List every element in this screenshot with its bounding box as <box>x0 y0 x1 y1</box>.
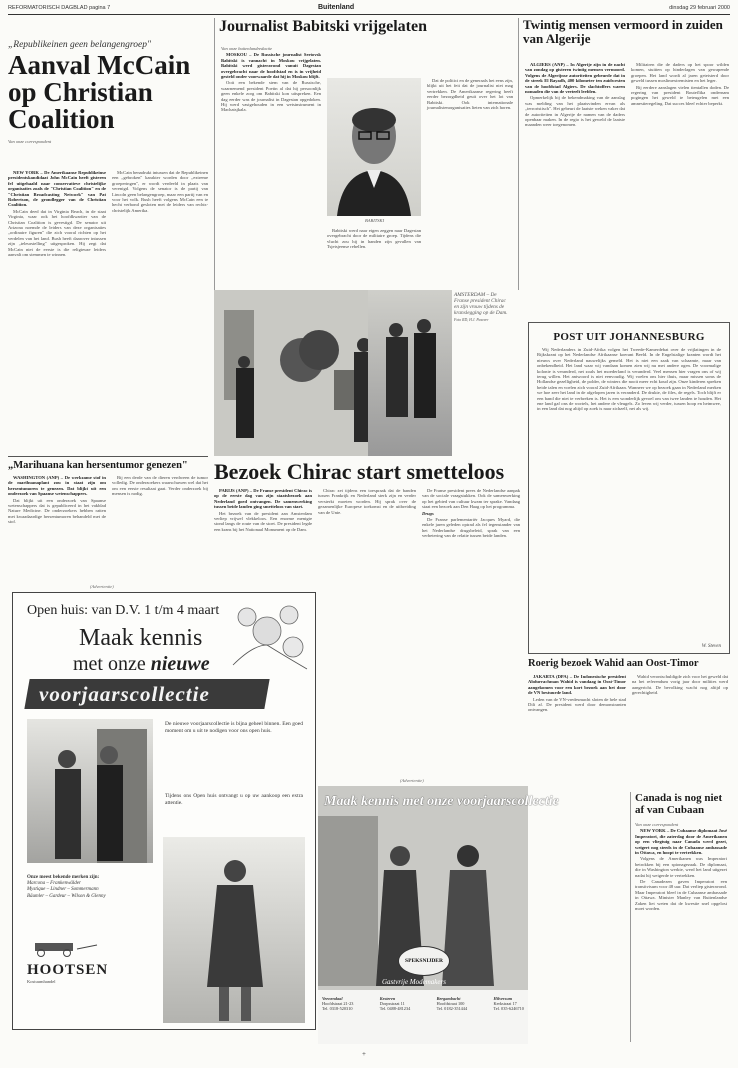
ad-left-brands-intro: Onze meest bekende merken zijn: <box>27 875 100 880</box>
chirac-column-3 <box>422 488 520 794</box>
roerig-article <box>528 658 728 786</box>
store-address: Kerkstraat 17 <box>493 1001 517 1007</box>
store-phone: Tel. 035-6246710 <box>493 1006 524 1012</box>
ad-left-photo-woman <box>163 837 305 1023</box>
babitski-body-3: Dat de politici en de generaals het eens zijn, blijkt uit het feit dat de journalist niet mag vertrekken. De Amerikaanse regering heeft eerder bezorgdheid geuit over het lot van Babitski. Ook internationale journalistenorganisaties lieten van zich horen. <box>427 78 513 111</box>
ad-left-open-line: Open huis: van D.V. 1 t/m 4 maart <box>27 603 220 618</box>
ad-left-paragraph-2: Tijdens ons Open huis ontvangt u op uw aankoop een extra attentie. <box>165 793 303 806</box>
couple-figure <box>27 719 153 863</box>
chirac-lead: PARIJS (ANP) – De Franse president Chirac is op de eerste dag van zijn staatsbezoek aan Nederland goed ontvangen. De samenwerking tussen beide landen ging smetteloos van start. <box>214 488 312 510</box>
post-signature: W. Steven <box>701 644 721 649</box>
flower-illustration <box>223 595 311 673</box>
ad-left-store-logo <box>27 939 117 984</box>
store-veenendaal <box>322 996 353 1040</box>
mccain-article <box>8 18 208 448</box>
algerije-headline: Twintig mensen vermoord in zuiden van Algerije <box>523 17 723 46</box>
algerije-body-1: Opmerkelijk bij de bekendmaking van de aanslag was melding van het plaatsvinden ervan als „terroristisch". Het gebeurt de laatste weken vaker dat de autoriteiten in Algerije de namen van de daders openbaar maken. In de regio is het geweld de laatste maanden weer toegenomen. <box>525 95 625 128</box>
chirac-caption-box <box>454 292 512 352</box>
cuba-lead: NEW YORK – De Cubaanse diplomaat José Imperatori, die zaterdag door de Amerikanen op een vliegtuig naar Canada werd gezet, weigert nog steeds in de Cubaanse ambassade in Ottawa, en hoopt te vertrekken. <box>635 828 727 855</box>
babitski-caption: BABITSKI <box>365 218 384 223</box>
marihuana-headline: „Marihuana kan hersentumor genezen" <box>8 460 188 471</box>
roerig-column-2 <box>632 674 728 782</box>
store-phone: Tel. 0488-481234 <box>379 1006 411 1012</box>
ad-bottom-brand: SPEKSNIJDER <box>405 958 443 964</box>
post-text: Wij Nederlanders in Zuid-Afrika volgen het Tweede-Kamerdebat over de vrijlatingen in de Rijkskrant op het Nederlandse Afrikaanse koerant Beeld. In de Engelstalige kranten wordt het nieuws over Nederland nauwelijks gemeld. Het is niet een zaak van schaamte, maar van onbekendheid. Het land waar wij vandaan komen zien wij nu met andere ogen. De voormalige kolonie is veranderd, net zoals het moederland is veranderd. Veel mensen hier vragen ons of wij terug willen. Het antwoord is niet eenvoudig. Wij voelen ons hier thuis, maar missen soms de Hollandse gezelligheid, de polder, de winters die nooit meer echt koud zijn. Onze kinderen spreken beide talen en voelen zich vooral Zuid-Afrikaan. Wanneer we op bezoek gaan in Nederland merken we hoe zeer het land in de afgelopen jaren is veranderd. De drukte, de files, de regels. Toch blijft er een band die niet te verbreken is. Het is een wonderlijk gevoel om van twee landen te houden. Het ene land gaf ons de wortels, het andere de vleugels. Zo leven wij verder, tussen hoop en heimwee, in een land dat nog altijd op zoek is naar zichzelf, net als wij. <box>537 347 721 412</box>
ad-bottom <box>318 786 559 1044</box>
chirac-body-4: De Franse parlementariër Jacques Myard, die enkele jaren geleden optrad als fel tegenstander van het Nederlandse drugsbeleid, sprak van een verbetering van de relatie tussen beide landen. <box>422 517 520 539</box>
roerig-body-2: Wahid verontschuldigde zich voor het geweld dat na het referendum vorig jaar door milities werd aangericht. De bevolking wacht nog altijd op gerechtigheid. <box>632 674 728 696</box>
roerig-lead: JAKARTA (DPA) – De Indonesische president Abdurrachman Wahid is vandaag in Oost-Timor aangekomen voor een kort bezoek aan het door de VN bestuurde land. <box>528 674 626 696</box>
babitski-headline: Journalist Babitski vrijgelaten <box>219 18 428 35</box>
ad-left-store-sub: Kostuumhandel <box>27 979 56 984</box>
cuba-column <box>635 822 727 1040</box>
marihuana-article <box>8 456 208 581</box>
algerije-column-2 <box>631 62 729 288</box>
ad-left-text-1 <box>165 721 303 771</box>
babitski-article <box>214 18 517 290</box>
chirac-photo-credit: Foto RD, H.J. Pasveer <box>454 318 489 322</box>
ad-left-brands <box>27 875 155 935</box>
algerije-lead: ALGIERS (ANP) – In Algerije zijn in de nacht van zondag op gisteren twintig mensen vermoord. Volgens de Algerijnse autoriteiten gebeurde dat in de streek El Bayadh, 400 kilometer ten zuidwesten van de hoofdstad Algiers. De slachtoffers waren nomaden die van de veeteelt leefden. <box>525 62 625 95</box>
ad-left-photo-couple <box>27 719 153 863</box>
algerije-body-2: Militairen die de daders op het spoor wilden komen, stuitten op hinderlagen van gewapende groepen. Het land wordt al jaren geteisterd door geweld tussen moslimextremisten en het leger. <box>631 62 729 84</box>
cuba-body-1: Volgens de Amerikanen was Imperatori betrokken bij een spionagezaak. De diplomaat, die in Washington werkte, werd het land uitgezet nadat hij weigerde te vertrekken. <box>635 856 727 878</box>
babitski-body-2: Babitski werd naar eigen zeggen naar Dagestan overgebracht door de militaire groep. Tijdens die vlucht zou hij in handen zijn gevallen van Tsjetsjeense rebellen. <box>327 228 421 250</box>
algerije-column-1 <box>525 62 625 288</box>
ad-bottom-brand-sub: Gastvrije Modemakers <box>382 978 446 986</box>
carriage-icon <box>27 939 117 957</box>
babitski-column-2 <box>327 228 421 290</box>
ad-left-brands-list: Marcona – Frankenwälder Mystique – Lindner – Sommermann Bäumler – Gardeur – Wilson & Glenny <box>27 881 106 899</box>
roerig-column-1 <box>528 674 626 782</box>
chirac-article <box>214 460 520 590</box>
post-headline: POST UIT JOHANNESBURG <box>553 331 705 343</box>
chirac-body-2: Chirac zei tijdens een toespraak dat de banden tussen Frankrijk en Nederland sterk zijn en verder versterkt moeten worden. Hij sprak over de gezamenlijke Europese toekomst en de uitbreiding van de Unie. <box>318 488 416 515</box>
store-name: Hilversum <box>493 996 513 1001</box>
babitski-column-1 <box>221 46 321 290</box>
store-phone: Tel. 0318-520310 <box>322 1006 353 1012</box>
ad-left-met-line <box>73 653 210 676</box>
ad-left-store-name: HOOTSEN <box>27 962 109 978</box>
babitski-lead: MOSKOU – De Russische journalist Sertovsk Babitski is vannacht in Moskou vrijgelaten. Babitski werd gisteravond vanuit Dagestan overgebracht naar de hoofdstad en is in vrijheid gesteld onder voorwaarde dat hij in Moskou blijft. <box>221 52 321 79</box>
cuba-byline: Van onze correspondent <box>635 822 679 827</box>
store-name: Kesteren <box>379 996 396 1001</box>
store-address: Hoofdstraat 100 <box>436 1001 465 1007</box>
page-header <box>8 4 730 15</box>
ad-bottom-label: (Advertentie) <box>400 778 424 783</box>
ad-left-maak: Maak kennis <box>79 625 203 651</box>
cuba-article <box>630 792 733 1042</box>
ad-left-met: met onze <box>73 653 146 675</box>
ad-left-paragraph-1: De nieuwe voorjaarscollectie is bijna geheel binnen. Een goed moment om u uit te nodigen voor ons open huis. <box>165 721 303 734</box>
store-hilversum <box>493 996 524 1040</box>
ad-left-voorjaar-banner <box>24 679 269 709</box>
marihuana-body-2: Bij een derde van de dieren verdween de tumor volledig. De onderzoekers waarschuwen wel dat het om een eerste resultaat gaat. Verder onderzoek bij mensen is nodig. <box>112 475 208 497</box>
store-address: Dorpsstraat 11 <box>379 1001 405 1007</box>
woman-figure <box>163 837 305 1023</box>
ad-left <box>12 592 316 1030</box>
store-phone: Tel. 0182-351444 <box>436 1006 468 1012</box>
chirac-photo-2 <box>368 290 452 456</box>
mccain-body-1: McCain deed dat in Virginia Beach, in de staat Virginia, waar ook het hoofdkwartier van de Christian Coalition is gevestigd. De senator uit Arizona noemde de leiders van deze organisaties „ordinaire figuren" die zich vooral richten op het verdelen van het land. Bush heeft daarover intussen zijn „teleurstelling" uitgesproken. Hij zegt dat McCain niet de eerste is die religieuze leiders aanvalt om stemmen te winnen. <box>8 208 106 258</box>
store-bergambacht <box>437 996 468 1040</box>
cuba-body-2: De Canadezen gaven Imperatori een transitvisum voor 48 uur. Dat verliep gisteravond. Maar Imperatori bleef in de Cubaanse ambassade in Ottawa. Minister Manley van Buitenlandse Zaken liet weten dat de kwestie snel opgelost moet worden. <box>635 878 727 911</box>
algerije-article <box>518 18 735 290</box>
header-date: dinsdag 29 februari 2000 <box>669 5 730 11</box>
marihuana-lead: WASHINGTON (ANP) – De werkzame stof in de marihuanaplant zou in staat zijn om hersentumoren te genezen. Dat blijkt uit een onderzoek van Spaanse wetenschappers. <box>8 475 106 497</box>
marihuana-body-1: Dat blijkt uit een onderzoek van Spaanse wetenschappers dat is gepubliceerd in het vakblad Nature Medicine. De onderzoekers hebben ratten met kwaadaardige hersentumoren behandeld met de stof. <box>8 497 106 525</box>
babitski-portrait-figure <box>327 78 421 216</box>
chirac-drugs-head: Drugs <box>422 510 434 516</box>
roerig-headline: Roerig bezoek Wahid aan Oost-Timor <box>528 658 699 669</box>
mccain-column-1 <box>8 170 106 450</box>
cuba-headline: Canada is nog niet af van Cubaan <box>635 792 723 816</box>
store-name: Bergambacht <box>436 996 461 1001</box>
store-kesteren <box>380 996 411 1040</box>
page-footer-marker: + <box>362 1050 366 1058</box>
ad-left-flowers <box>223 595 311 673</box>
header-section: Buitenland <box>318 4 355 11</box>
babitski-column-3 <box>427 78 513 290</box>
mccain-headline: Aanval McCain op Christian Coalition <box>8 50 191 134</box>
babitski-body-1: Ooit een bekende stem van de Russische, waarnemend president Poetin al dat hij persoonlijk geen enkele zorg om Babitski kon uitspreken. Een dag eerder was de journalist in Dagestan opgedoken. Hij werd vastgehouden in een wetsinstrument in Machatsjkala. <box>221 80 321 113</box>
chirac-body-1: Het bezoek van de president aan Amsterdam verliep vrijwel vlekkeloos. Een enorme menigte stond langs de route van de stoet. De president legde een krans bij het Nationaal Monument op de Dam. <box>214 510 312 532</box>
ad-bottom-headline: Maak kennis met onze voorjaarscollectie <box>324 794 559 809</box>
marihuana-column-1 <box>8 475 106 575</box>
header-left: REFORMATORISCH DAGBLAD pagina 7 <box>8 5 111 11</box>
mccain-byline: Van onze correspondent <box>8 139 52 144</box>
store-address: Hoofdstraat 21-23 <box>322 1001 354 1007</box>
marihuana-column-2 <box>112 475 208 575</box>
chirac-column-2 <box>318 488 416 794</box>
chirac-body-3: De Franse president prees de Nederlandse aanpak van de sociale vraagstukken. Ook de samenwerking op het gebied van cultuur kwam ter sprake. Vandaag staat een bezoek aan Den Haag op het programma. <box>422 488 520 510</box>
ad-left-nieuwe: nieuwe <box>150 653 210 675</box>
chirac-headline: Bezoek Chirac start smetteloos <box>214 459 505 484</box>
store-name: Veenendaal <box>322 996 343 1001</box>
babitski-portrait <box>327 78 421 216</box>
chirac-couple <box>368 290 452 456</box>
algerije-body-3: Bij eerdere aanslagen vielen tientallen doden. De regering van president Bouteflika ondernam pogingen het geweld te beteugelen met een amnestieregeling. Dat succes bleef echter beperkt. <box>631 84 729 106</box>
ad-left-voorjaar: voorjaarscollectie <box>39 682 210 706</box>
ad-left-label: (Advertentie) <box>90 584 114 589</box>
chirac-caption: AMSTERDAM – De Franse president Chirac en zijn vrouw tijdens de kranslegging op de Dam. <box>454 292 508 316</box>
mccain-kicker: „Republikeinen geen belangengroep" <box>8 40 151 50</box>
ad-bottom-brand-badge <box>398 946 450 976</box>
mccain-body-2: McCain benadrukt intussen dat de Republikeinen een „gebroken" karakter worden door „extreme groeperingen", er wordt verdeeld in plaats van verenigd. Volgens de senator is de partij van Lincoln geen belangengroep, maar een partij van en voor het volk. Bush heeft volgens McCain een te hecht verbond gesloten met de leiders van rechts-christelijk Amerika. <box>112 170 208 213</box>
ad-bottom-stores <box>322 996 524 1040</box>
post-box <box>528 322 730 654</box>
ad-left-text-2 <box>165 793 303 823</box>
mccain-lead: NEW YORK – De Amerikaanse Republikeinse presidentskandidaat John McCain heeft gisteren fel uitgehaald naar conservatieve christelijke organisaties zoals de "Christian Coalition" en de "Christian Broadcasting Network" van Pat Robertson, de grondlegger van de Christian Coalition. <box>8 170 106 208</box>
babitski-byline: Van onze buitenlandredactie <box>221 46 273 51</box>
roerig-body-1: Leden van de VN-vredesmacht sloten de hele stad Dili af. De president werd door demonstranten ontvangen. <box>528 696 626 713</box>
post-body <box>537 347 721 643</box>
mccain-column-2 <box>112 170 208 450</box>
